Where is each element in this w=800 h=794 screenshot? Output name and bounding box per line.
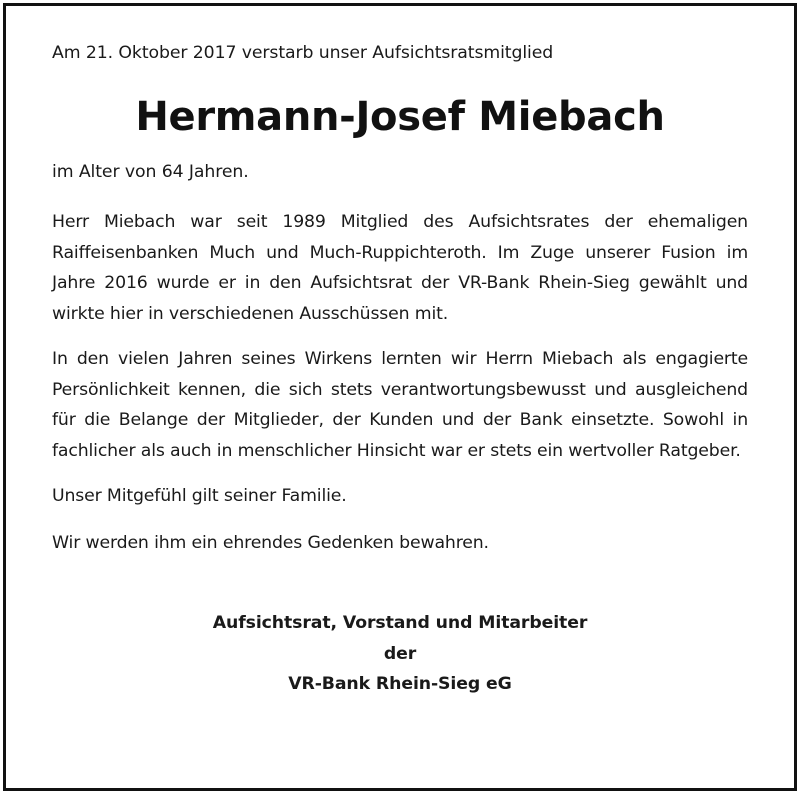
paragraph-remembrance: Wir werden ihm ein ehrendes Gedenken bewahren. — [52, 532, 489, 553]
intro-line: Am 21. Oktober 2017 verstarb unser Aufsichtsratsmitglied — [52, 43, 554, 63]
signature-line-2: der — [383, 643, 417, 664]
paragraph-condolence: Unser Mitgefühl gilt seiner Familie. — [52, 486, 347, 506]
signature-block — [52, 608, 748, 700]
signature-line-3: VR-Bank Rhein-Sieg eG — [288, 674, 512, 694]
age-line: im Alter von 64 Jahren. — [52, 162, 249, 182]
paragraph-tribute: In den vielen Jahren seines Wirkens lernten wir Herrn Miebach als engagierte Persönlichkeit kennen, die sich stets verantwortungsbewusst und ausgleichend für die Belange der Mitglieder, der Kunden und der Bank einsetzte. Sowohl in fachlicher als auch in menschlicher Hinsicht war er stets ein wertvoller Ratgeber. — [52, 349, 748, 461]
obituary-notice — [52, 40, 748, 700]
paragraph-biography: Herr Miebach war seit 1989 Mitglied des Aufsichtsrates der ehemaligen Raiffeisenbanken Much und Much-Ruppichteroth. Im Zuge unserer Fusion im Jahre 2016 wurde er in den Aufsichtsrat der VR-Bank Rhein-Sieg gewählt und wirkte hier in verschiedenen Ausschüssen mit. — [52, 212, 748, 324]
signature-line-1: Aufsichtsrat, Vorstand und Mitarbeiter — [212, 613, 588, 633]
deceased-name: Hermann-Josef Miebach — [135, 94, 665, 140]
